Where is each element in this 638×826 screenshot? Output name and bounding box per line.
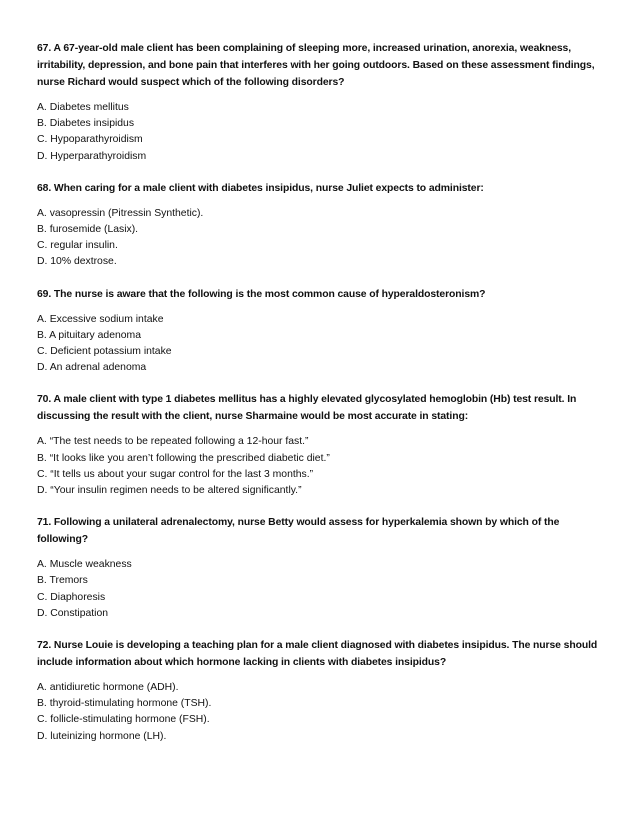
answer-option: A. Excessive sodium intake [37, 313, 164, 325]
answer-option: D. “Your insulin regimen needs to be altered significantly.” [37, 485, 302, 497]
answer-option: A. Muscle weakness [37, 559, 132, 571]
answer-option: B. Tremors [37, 575, 88, 587]
answer-option: C. follicle-stimulating hormone (FSH). [37, 714, 210, 726]
answer-option: D. Constipation [37, 607, 109, 619]
question-text: 70. A male client with type 1 diabetes mellitus has a highly elevated glycosylated hemoglobin (Hb) test result. In discussing the result with the client, nurse Sharmaine would be most accurate in stating: [37, 394, 577, 423]
answer-option: B. A pituitary adenoma [37, 329, 141, 341]
answer-option: D. An adrenal adenoma [37, 362, 147, 374]
answer-option: D. Hyperparathyroidism [37, 150, 147, 162]
answer-option: C. Diaphoresis [37, 591, 106, 603]
question-block [37, 391, 603, 499]
question-text: 67. A 67-year-old male client has been complaining of sleeping more, increased urination, anorexia, weakness, irritability, depression, and bone pain that interferes with her going outdoors. Based on these assessment findings, nurse Richard would suspect which of the following disorders? [37, 43, 595, 88]
answer-options [37, 206, 603, 271]
question-text: 71. Following a unilateral adrenalectomy, nurse Betty would assess for hyperkalemia shown by which of the following? [37, 517, 560, 546]
answer-options [37, 680, 603, 745]
answer-option: D. 10% dextrose. [37, 256, 117, 268]
answer-option: B. “It looks like you aren’t following the prescribed diabetic diet.” [37, 452, 330, 464]
answer-option: B. thyroid-stimulating hormone (TSH). [37, 698, 212, 710]
document-page [37, 40, 603, 760]
answer-options [37, 557, 603, 622]
question-block [37, 180, 603, 271]
answer-option: A. “The test needs to be repeated following a 12-hour fast.” [37, 436, 309, 448]
question-block [37, 40, 603, 165]
answer-options [37, 434, 603, 499]
question-block [37, 514, 603, 622]
answer-option: B. furosemide (Lasix). [37, 224, 139, 236]
question-block [37, 286, 603, 377]
answer-option: A. Diabetes mellitus [37, 102, 129, 113]
answer-option: D. luteinizing hormone (LH). [37, 730, 167, 742]
answer-option: C. Deficient potassium intake [37, 346, 172, 358]
answer-option: C. Hypoparathyroidism [37, 134, 143, 146]
question-text: 68. When caring for a male client with diabetes insipidus, nurse Juliet expects to administer: [37, 182, 484, 194]
answer-option: C. “It tells us about your sugar control for the last 3 months.” [37, 468, 314, 480]
answer-options [37, 100, 603, 165]
question-block [37, 637, 603, 745]
answer-option: B. Diabetes insipidus [37, 118, 135, 130]
answer-option: A. antidiuretic hormone (ADH). [37, 682, 179, 694]
answer-option: A. vasopressin (Pitressin Synthetic). [37, 207, 204, 219]
question-text: 69. The nurse is aware that the following is the most common cause of hyperaldosteronism? [37, 288, 486, 300]
answer-options [37, 312, 603, 377]
answer-option: C. regular insulin. [37, 240, 118, 252]
question-text: 72. Nurse Louie is developing a teaching plan for a male client diagnosed with diabetes insipidus. The nurse should include information about which hormone lacking in clients with diabetes insipidus? [37, 640, 598, 669]
